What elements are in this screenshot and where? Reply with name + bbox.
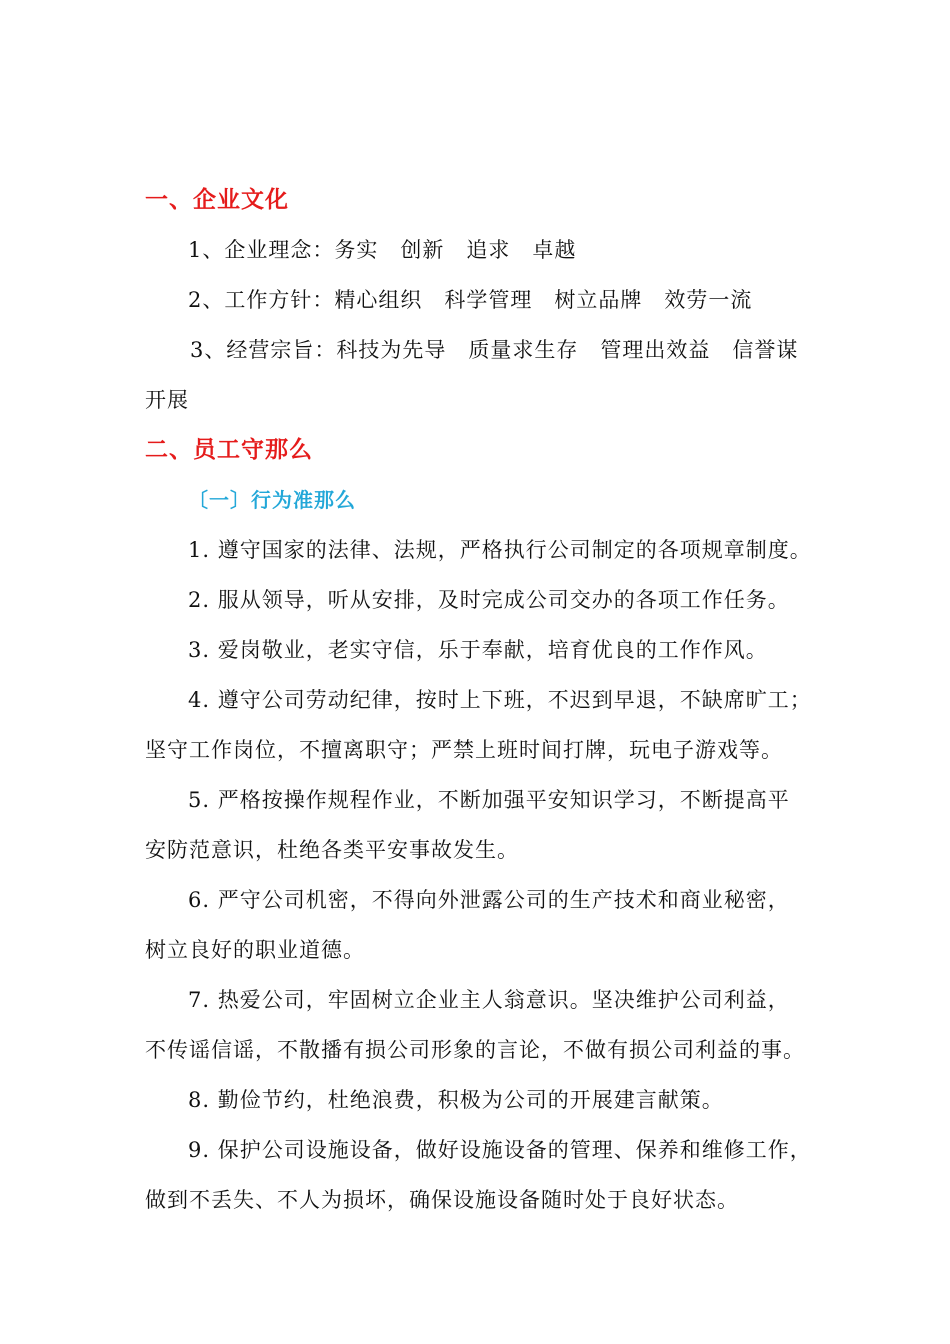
- item-business-purpose: 3、经营宗旨：科技为先导 质量求生存 管理出效益 信誉谋: [190, 338, 799, 362]
- item-business-purpose-cont: 开展: [145, 388, 189, 412]
- rule-3: 3. 爱岗敬业，老实守信，乐于奉献，培育优良的工作作风。: [188, 638, 768, 662]
- rule-4: 4. 遵守公司劳动纪律，按时上下班，不迟到早退，不缺席旷工；: [188, 688, 812, 712]
- rule-7: 7. 热爱公司，牢固树立企业主人翁意识。坚决维护公司利益，: [188, 988, 790, 1012]
- rule-6-cont: 树立良好的职业道德。: [145, 938, 365, 962]
- rule-4-cont: 坚守工作岗位，不擅离职守；严禁上班时间打牌，玩电子游戏等。: [145, 738, 783, 762]
- rule-7-cont: 不传谣信谣，不散播有损公司形象的言论，不做有损公司利益的事。: [145, 1038, 805, 1062]
- rule-6: 6. 严守公司机密，不得向外泄露公司的生产技术和商业秘密，: [188, 888, 790, 912]
- subheading-code-of-conduct: 〔一〕行为准那么: [188, 488, 356, 512]
- rule-5: 5. 严格按操作规程作业，不断加强平安知识学习，不断提高平: [188, 788, 790, 812]
- rule-9-cont: 做到不丢失、不人为损坏，确保设施设备随时处于良好状态。: [145, 1188, 739, 1212]
- item-work-policy: 2、工作方针：精心组织 科学管理 树立品牌 效劳一流: [188, 288, 753, 312]
- rule-5-cont: 安防范意识，杜绝各类平安事故发生。: [145, 838, 519, 862]
- item-enterprise-philosophy: 1、企业理念：务实 创新 追求 卓越: [188, 238, 577, 262]
- rule-1: 1. 遵守国家的法律、法规，严格执行公司制定的各项规章制度。: [188, 538, 812, 562]
- rule-2: 2. 服从领导，听从安排，及时完成公司交办的各项工作任务。: [188, 588, 790, 612]
- section-heading-corporate-culture: 一、企业文化: [145, 187, 289, 213]
- rule-8: 8. 勤俭节约，杜绝浪费，积极为公司的开展建言献策。: [188, 1088, 724, 1112]
- rule-9: 9. 保护公司设施设备，做好设施设备的管理、保养和维修工作，: [188, 1138, 812, 1162]
- section-heading-employee-rules: 二、员工守那么: [145, 437, 313, 463]
